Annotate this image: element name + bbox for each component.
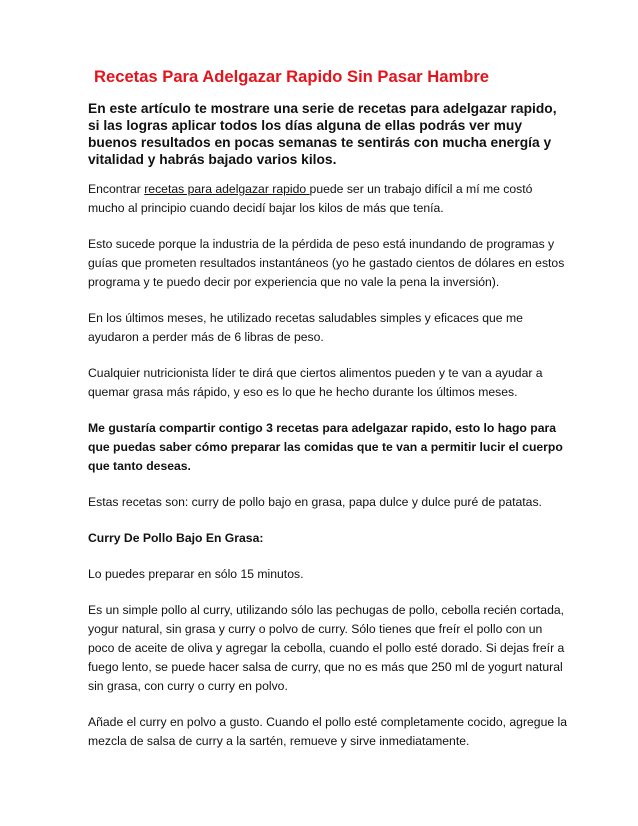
paragraph-1-start: Encontrar (88, 182, 145, 196)
paragraph-9: Añade el curry en polvo a gusto. Cuando el pollo esté completamente cocido, agregue la mezcla de salsa de curry a la sartén, remueve y sirve inmediatamente. (88, 715, 568, 748)
section-heading-curry: Curry De Pollo Bajo En Grasa: (88, 531, 264, 545)
paragraph-8: Es un simple pollo al curry, utilizando sólo las pechugas de pollo, cebolla recién cortada, yogur natural, sin grasa y curry o polvo de curry. Sólo tienes que freír el pollo con un poco de aceite de oliva y agregar la cebolla, cuando el pollo esté dorado. Si dejas freír a fuego lento, se puede hacer salsa de curry, que no es más que 250 ml de yogurt natural sin grasa, con curry o curry en polvo. (88, 603, 565, 693)
paragraph-1-end: puede ser un trabajo difícil a mí me costó mucho al principio cuando decidí bajar los kilos de más que tenía. (88, 182, 533, 215)
recipes-link[interactable]: recetas para adelgazar rapido (144, 182, 310, 196)
paragraph-5-bold: Me gustaría compartir contigo 3 recetas para adelgazar rapido, esto lo hago para que puedas saber cómo preparar las comidas que te van a permitir lucir el cuerpo que tanto deseas. (88, 421, 563, 473)
paragraph-6: Estas recetas son: curry de pollo bajo en grasa, papa dulce y dulce puré de patatas. (88, 495, 542, 509)
intro-paragraph: En este artículo te mostrare una serie de recetas para adelgazar rapido, si las logras aplicar todos los días alguna de ellas podrás ver muy buenos resultados en pocas semanas te sentirás con mucha energía y vitalidad y habrás bajado varios kilos. (88, 101, 557, 167)
paragraph-1 (88, 180, 570, 218)
paragraph-3: En los últimos meses, he utilizado recetas saludables simples y eficaces que me ayudaron a perder más de 6 libras de peso. (88, 311, 523, 344)
paragraph-2: Esto sucede porque la industria de la pérdida de peso está inundando de programas y guías que prometen resultados instantáneos (yo he gastado cientos de dólares en estos programa y te puedo decir por experiencia que no vale la pena la inversión). (88, 237, 565, 289)
paragraph-4: Cualquier nutricionista líder te dirá que ciertos alimentos pueden y te van a ayudar a quemar grasa más rápido, y eso es lo que he hecho durante los últimos meses. (88, 366, 543, 399)
paragraph-7: Lo puedes preparar en sólo 15 minutos. (88, 567, 304, 581)
page-title: Recetas Para Adelgazar Rapido Sin Pasar Hambre (94, 67, 490, 86)
